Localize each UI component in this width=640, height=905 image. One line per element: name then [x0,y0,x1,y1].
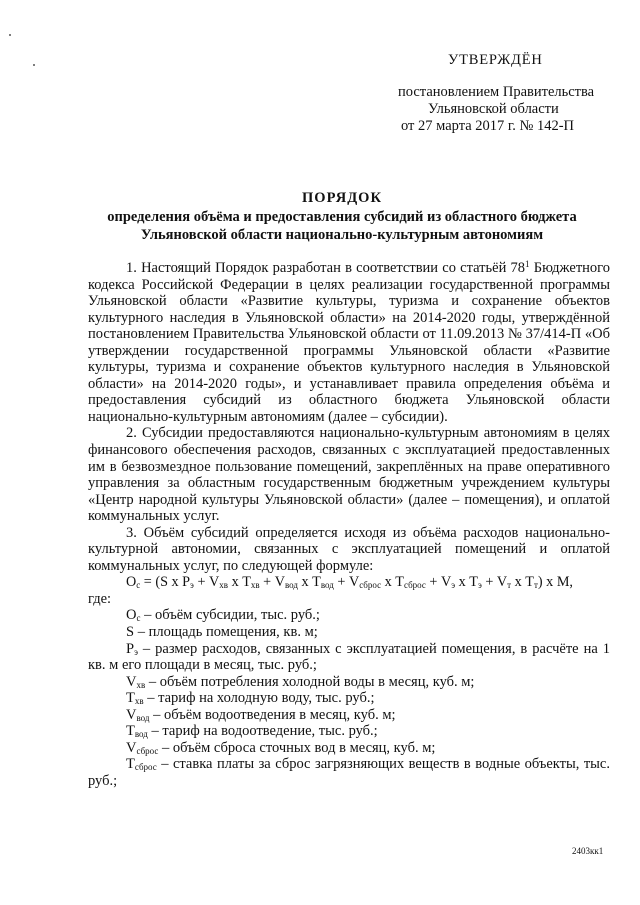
paragraph-1-text-b: Бюджетного кодекса Российской Федерации в целях реализации государственной программы Ульяновской области «Развитие культуры, туризма и сохранение объектов культурного наследия в Ульяновской области» на 2014-2020 годы, утверждённой постановлением Правительства Ульяновской области от 11.09.2013 № 37/414-П «Об утверждении государственной программы Ульяновской области «Развитие культуры, туризма и сохранение объектов культурного наследия в Ульяновской области» на 2014-2020 годы», и устанавливает правила определения объёма и предоставления субсидий из областного бюджета Ульяновской области национально-культурным автономиям (далее – субсидии). [88,260,611,425]
scan-dot [9,34,11,36]
definition-item: $Т_{вод}$ – тариф на водоотведение, тыс. руб.; [126,723,378,740]
definition-item: S – площадь помещения, кв. м; [126,624,318,641]
definition-item: $V_{хв}$ – объём потребления холодной воды в месяц, куб. м; [126,673,475,690]
approval-line-1: постановлением Правительства [398,84,595,100]
where-label: где: [88,590,112,607]
definition-item: $Р_э$ – размер расходов, связанных с эксплуатацией помещения, в расчёте на 1 кв. м его площади в месяц, тыс. руб.; [88,640,610,674]
document-subtitle-line-1: определения объёма и предоставления субсидий из областного бюджета [107,209,577,226]
paragraph-1-superscript: 1 [525,259,530,269]
definition-item: $Т_{сброс}$ – ставка платы за сброс загрязняющих веществ в водные объекты, тыс. руб.; [88,756,610,789]
paragraph-1 [88,260,610,425]
document-title: ПОРЯДОК [302,190,382,206]
approval-title: УТВЕРЖДЁН [448,52,543,68]
definition-item: $V_{вод}$ – объём водоотведения в месяц, куб. м; [126,706,396,723]
approval-line-2: Ульяновской области [428,101,559,117]
paragraph-2: 2. Субсидии предоставляются национально-культурным автономиям в целях финансового обеспечения расходов, связанных с эксплуатацией предоставленных им в безвозмездное пользование помещений, закреплённых на праве оперативного управления за областным государственным бюджетным учреждением культуры «Центр народной культуры Ульяновской области» (далее – помещения), и оплатой коммунальных услуг. [88,425,610,525]
scan-dot [33,64,35,66]
document-code: 2403кк1 [572,846,604,856]
paragraph-3: 3. Объём субсидий определяется исходя из объёма расходов национально-культурной автономии, связанных с эксплуатацией помещений и оплатой коммунальных услуг, по следующей формуле: [88,524,610,574]
definition-item: $О_с$ – объём субсидии, тыс. руб.; [126,607,320,624]
definition-item: $Т_{хв}$ – тариф на холодную воду, тыс. руб.; [126,690,375,707]
definition-item: $V_{сброс}$ – объём сброса сточных вод в месяц, куб. м; [126,739,436,756]
paragraph-1-text-a: 1. Настоящий Порядок разработан в соответствии со статьёй 78 [126,260,526,276]
subsidy-formula: $О_с = (S$ х $Р_э + V_{хв}$ х $Т_{хв} + V_{вод}$ х $Т_{вод} + V_{сброс}$ х $Т_{сброс} + V_э$ х $Т_э + V_т$ х $Т_т$) х М, [126,574,573,591]
approval-line-3: от 27 марта 2017 г. № 142-П [401,118,574,134]
document-heading [96,190,588,244]
document-subtitle-line-2: Ульяновской области национально-культурным автономиям [140,226,544,243]
document-body [88,260,610,790]
